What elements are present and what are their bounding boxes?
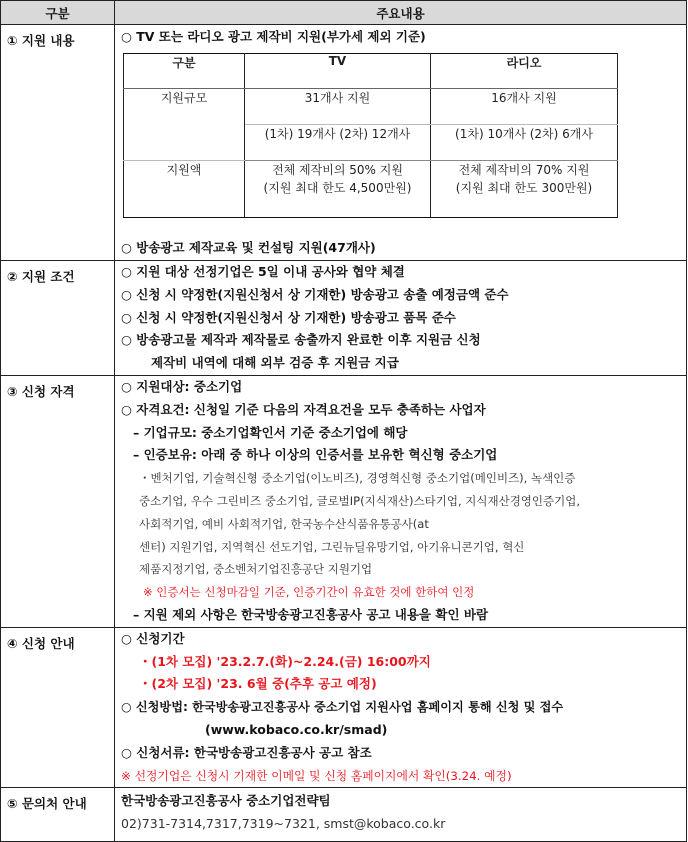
section-support-conditions: [1, 261, 687, 376]
text-line: ○ 방송광고물 제작과 제작물로 송출까지 완료한 이후 지원금 신청: [121, 332, 481, 348]
text-line: ○ 신청기간: [121, 630, 185, 646]
text-line: 사회적기업, 예비 사회적기업, 한국농수산식품유통공사(at: [139, 516, 429, 531]
homepage-link[interactable]: (www.kobaco.co.kr/smad): [205, 721, 388, 737]
text-line: ○ 방송광고 제작교육 및 컨설팅 지원(47개사): [121, 240, 376, 255]
section-body: [115, 25, 687, 261]
subtable-cell: 31개사 지원: [245, 89, 431, 125]
text-line: – 인증보유: 아래 중 하나 이상의 인증서를 보유한 혁신형 중소기업: [133, 447, 498, 463]
header-category: 구분: [1, 1, 115, 25]
subtable-header: [124, 54, 618, 89]
subtable-row: [124, 161, 618, 218]
section-label: ② 지원 조건: [1, 261, 115, 376]
section-body: [115, 376, 687, 628]
cell-text: 전체 제작비의 70% 지원: [458, 163, 590, 177]
text-line: ○ TV 또는 라디오 광고 제작비 지원(부가세 제외 기준): [121, 29, 426, 44]
section-body: [115, 261, 687, 376]
text-line: ○ 자격요건: 신청일 기준 다음의 자격요건을 모두 충족하는 사업자: [121, 401, 486, 417]
header-row: [1, 1, 687, 25]
subtable-row: [124, 89, 618, 125]
notice-text: ※ 인증서는 신청마감일 기준, 인증기간이 유효한 것에 한하여 인정: [143, 585, 475, 600]
text-line: – 기업규모: 중소기업확인서 기준 중소기업에 해당: [133, 424, 408, 440]
subtable-cell: (1차) 19개사 (2차) 12개사: [245, 125, 431, 161]
text-line: ○ 신청서류: 한국방송광고진흥공사 공고 참조: [121, 744, 372, 760]
text-line: ○ 신청 시 약정한(지원신청서 상 기재한) 방송광고 품목 준수: [121, 309, 456, 325]
section-support-content: [1, 25, 687, 261]
section-eligibility: [1, 376, 687, 628]
cell-text: (지원 최대 한도 300만원): [455, 181, 593, 195]
row-label-amount: 지원액: [124, 161, 245, 218]
header-content: 주요내용: [115, 1, 687, 25]
section-body: [115, 627, 687, 788]
text-line: ○ 지원 대상 선정기업은 5일 이내 공사와 협약 체결: [121, 264, 405, 279]
text-line: 제작비 내역에 대해 외부 검증 후 지원금 지급: [151, 355, 399, 371]
text-line: ○ 신청방법: 한국방송광고진흥공사 중소기업 지원사업 홈페이지 통해 신청 및 접수: [121, 700, 564, 715]
subtable-cell: [431, 161, 618, 218]
text-line: – 지원 제외 사항은 한국방송광고진흥공사 공고 내용을 확인 바람: [133, 606, 489, 622]
cell-text: 전체 제작비의 50% 지원: [272, 163, 403, 177]
schedule-first-round: ・(1차 모집) '23.2.7.(화)~2.24.(금) 16:00까지: [139, 653, 431, 669]
subtable-cell: 16개사 지원: [431, 89, 618, 125]
schedule-second-round: ・(2차 모집) '23. 6월 중(추후 공고 예정): [139, 676, 377, 692]
subtable-cell: (1차) 10개사 (2차) 6개사: [431, 125, 618, 161]
section-application-guide: [1, 627, 687, 788]
text-line: 센터) 지원기업, 지역혁신 선도기업, 그린뉴딜유망기업, 아기유니콘기업, 혁신: [139, 539, 525, 554]
cell-text: (지원 최대 한도 4,500만원): [263, 181, 412, 195]
text-line: ・벤처기업, 기술혁신형 중소기업(이노비즈), 경영혁신형 중소기업(메인비즈), 녹색인증: [139, 471, 576, 486]
subtable-header-cell: TV: [245, 54, 431, 89]
section-label: ① 지원 내용: [1, 25, 115, 261]
notice-text: ※ 선정기업은 신청시 기재한 이메일 및 신청 홈페이지에서 확인(3.24. 예정): [121, 768, 512, 783]
text-line: ○ 지원대상: 중소기업: [121, 379, 243, 394]
section-label: ⑤ 문의처 안내: [1, 788, 115, 842]
subtable-header-cell: 라디오: [431, 54, 618, 89]
contact-info[interactable]: 02)731-7314,7317,7319~7321, smst@kobaco.co.kr: [121, 816, 446, 832]
section-contact: [1, 788, 687, 842]
subtable-header-cell: 구분: [124, 54, 245, 89]
text-line: 중소기업, 우수 그린비즈 중소기업, 글로벌IP(지식재산)스타기업, 지식재산경영인증기업,: [139, 493, 581, 508]
text-line: ○ 신청 시 약정한(지원신청서 상 기재한) 방송광고 송출 예정금액 준수: [121, 286, 509, 302]
subtable-cell: [245, 161, 431, 218]
row-label-scale: 지원규모: [124, 89, 245, 161]
contact-team: 한국방송광고진흥공사 중소기업전략팀: [121, 793, 331, 809]
section-label: ③ 신청 자격: [1, 376, 115, 628]
section-body: [115, 788, 687, 842]
support-subtable: [123, 53, 618, 218]
text-line: 제품지정기업, 중소벤처기업진흥공단 지원기업: [139, 562, 373, 577]
section-label: ④ 신청 안내: [1, 627, 115, 788]
